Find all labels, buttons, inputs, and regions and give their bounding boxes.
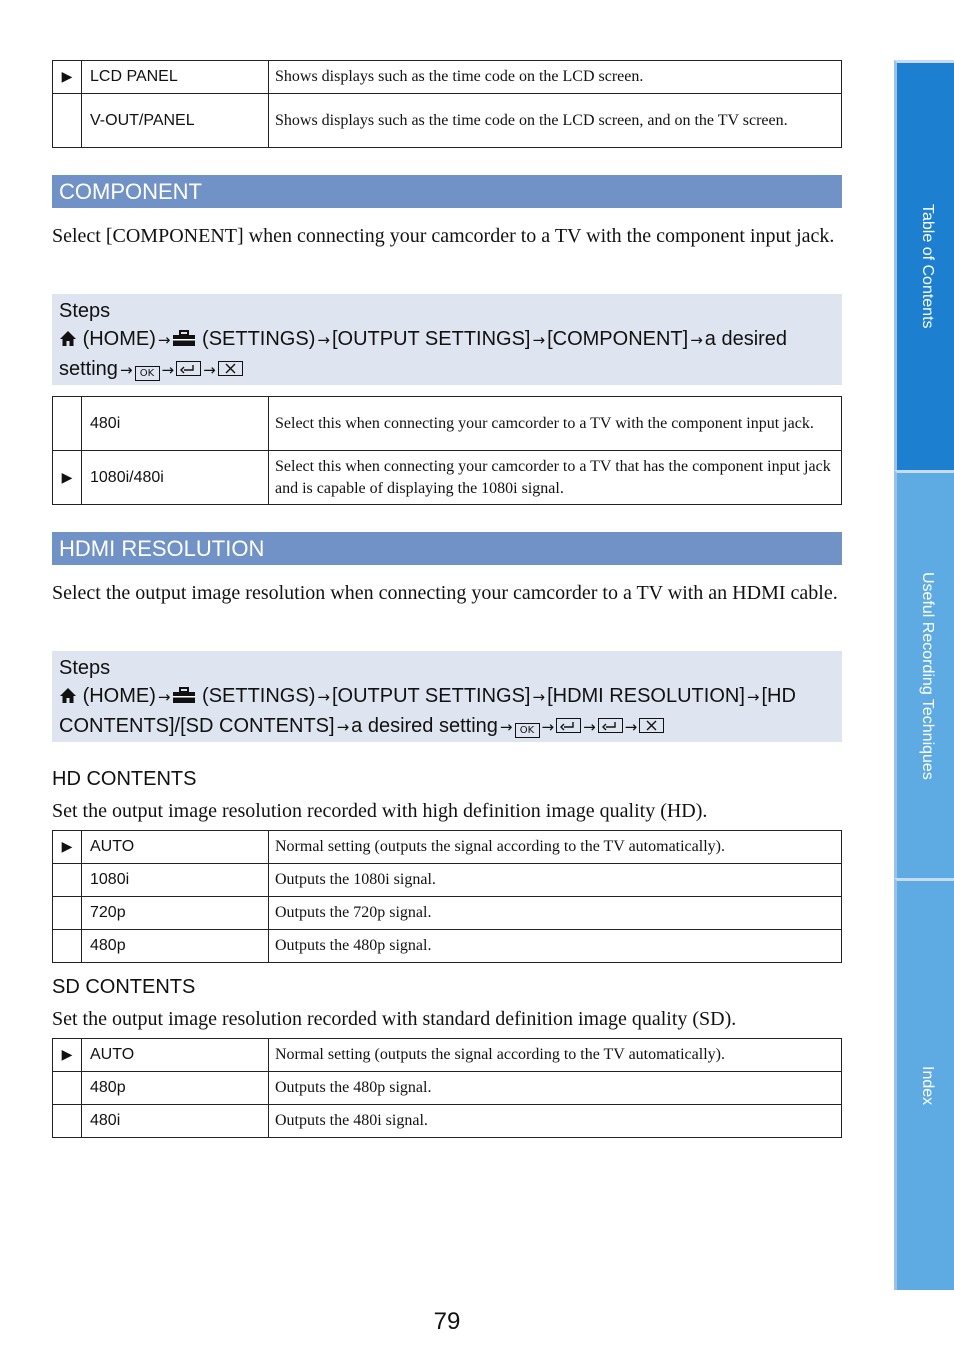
- option-name: 480i: [82, 397, 269, 451]
- side-navigation: [894, 60, 954, 1290]
- sd-contents-heading: SD CONTENTS: [52, 976, 196, 998]
- default-marker: [53, 1072, 82, 1105]
- option-description: Outputs the 480i signal.: [269, 1105, 842, 1138]
- arrow-icon: →: [532, 688, 546, 706]
- option-name: 480p: [82, 930, 269, 963]
- arrow-icon: →: [203, 361, 216, 379]
- steps-path: (HOME) → (SETTINGS) → [OUTPUT SETTINGS] → [HDMI RESOLUTION] → [HD CONTENTS]/[SD CONTENTS] → a desired setting → OK → → →: [59, 685, 796, 737]
- table-row[interactable]: [53, 61, 842, 94]
- arrow-icon: →: [336, 718, 350, 736]
- option-description: Shows displays such as the time code on the LCD screen.: [269, 61, 842, 94]
- ok-button-icon: OK: [515, 723, 540, 738]
- sd-contents-table: [52, 1038, 842, 1138]
- tab-table-of-contents[interactable]: [894, 60, 954, 470]
- option-description: Shows displays such as the time code on the LCD screen, and on the TV screen.: [269, 94, 842, 148]
- tab-index[interactable]: [894, 878, 954, 1290]
- option-name: 1080i: [82, 864, 269, 897]
- tab-label: Useful Recording Techniques: [919, 571, 936, 780]
- return-icon: [598, 718, 623, 733]
- default-marker: [53, 864, 82, 897]
- default-marker: [53, 1105, 82, 1138]
- arrow-icon: →: [161, 361, 175, 379]
- component-steps: [52, 294, 842, 385]
- option-description: Outputs the 480p signal.: [269, 930, 842, 963]
- table-row[interactable]: [53, 94, 842, 148]
- option-description: Select this when connecting your camcorder to a TV with the component input jack.: [269, 397, 842, 451]
- arrow-icon: →: [541, 718, 555, 736]
- option-name: AUTO: [82, 831, 269, 864]
- ok-button-icon: OK: [135, 366, 160, 381]
- hd-contents-intro: Set the output image resolution recorded with high definition image quality (HD).: [52, 800, 708, 822]
- return-icon: [556, 718, 581, 733]
- table-row[interactable]: [53, 451, 842, 505]
- default-marker: [53, 94, 82, 148]
- option-name: 480p: [82, 1072, 269, 1105]
- arrow-icon: →: [690, 331, 703, 349]
- steps-label: Steps: [59, 300, 111, 322]
- default-marker: [53, 897, 82, 930]
- default-marker: ▶: [53, 831, 82, 864]
- default-marker: [53, 930, 82, 963]
- default-marker: [53, 397, 82, 451]
- option-name: V-OUT/PANEL: [82, 94, 269, 148]
- close-icon: [218, 361, 243, 376]
- option-name: LCD PANEL: [82, 61, 269, 94]
- component-heading: COMPONENT: [52, 175, 842, 208]
- steps-path: (HOME) → (SETTINGS) → [OUTPUT SETTINGS] → [COMPONENT] → a desired setting → OK → →: [59, 328, 788, 380]
- close-icon: [639, 718, 664, 733]
- home-icon: [59, 327, 77, 355]
- sd-contents-intro: Set the output image resolution recorded with standard definition image quality (SD).: [52, 1008, 737, 1030]
- component-intro: Select [COMPONENT] when connecting your camcorder to a TV with the component input jack.: [52, 225, 835, 247]
- arrow-icon: →: [624, 718, 638, 736]
- toolbox-icon: [172, 684, 196, 712]
- component-options-table: [52, 396, 842, 505]
- return-icon: [176, 361, 201, 376]
- tab-label: Index: [919, 1065, 936, 1106]
- option-description: Select this when connecting your camcorder to a TV that has the component input jack and is capable of displaying the 1080i signal.: [269, 451, 842, 505]
- table-row[interactable]: [53, 930, 842, 963]
- arrow-icon: →: [317, 688, 330, 706]
- arrow-icon: →: [746, 688, 760, 706]
- hd-contents-table: [52, 830, 842, 963]
- tab-useful-recording-techniques[interactable]: [894, 470, 954, 878]
- hdmi-intro: Select the output image resolution when connecting your camcorder to a TV with an HDMI cable.: [52, 582, 838, 604]
- default-marker: ▶: [53, 1039, 82, 1072]
- option-description: Normal setting (outputs the signal according to the TV automatically).: [269, 1039, 842, 1072]
- option-name: 720p: [82, 897, 269, 930]
- default-marker: ▶: [53, 451, 82, 505]
- table-row[interactable]: [53, 1105, 842, 1138]
- hd-contents-heading: HD CONTENTS: [52, 768, 197, 790]
- tab-label: Table of Contents: [919, 204, 936, 329]
- arrow-icon: →: [317, 331, 330, 349]
- panel-options-table: [52, 60, 842, 148]
- arrow-icon: →: [532, 331, 546, 349]
- default-marker: ▶: [53, 61, 82, 94]
- table-row[interactable]: [53, 864, 842, 897]
- table-row[interactable]: [53, 831, 842, 864]
- hdmi-heading: HDMI RESOLUTION: [52, 532, 842, 565]
- option-name: 1080i/480i: [82, 451, 269, 505]
- arrow-icon: →: [583, 718, 596, 736]
- option-name: 480i: [82, 1105, 269, 1138]
- steps-label: Steps: [59, 657, 111, 679]
- option-name: AUTO: [82, 1039, 269, 1072]
- hdmi-steps: [52, 651, 842, 742]
- table-row[interactable]: [53, 397, 842, 451]
- arrow-icon: →: [499, 718, 513, 736]
- arrow-icon: →: [119, 361, 133, 379]
- option-description: Outputs the 1080i signal.: [269, 864, 842, 897]
- table-row[interactable]: [53, 1072, 842, 1105]
- arrow-icon: →: [157, 331, 171, 349]
- option-description: Outputs the 720p signal.: [269, 897, 842, 930]
- page-number: 79: [433, 1308, 461, 1335]
- table-row[interactable]: [53, 1039, 842, 1072]
- home-icon: [59, 684, 77, 712]
- option-description: Normal setting (outputs the signal according to the TV automatically).: [269, 831, 842, 864]
- toolbox-icon: [172, 327, 196, 355]
- arrow-icon: →: [157, 688, 171, 706]
- table-row[interactable]: [53, 897, 842, 930]
- option-description: Outputs the 480p signal.: [269, 1072, 842, 1105]
